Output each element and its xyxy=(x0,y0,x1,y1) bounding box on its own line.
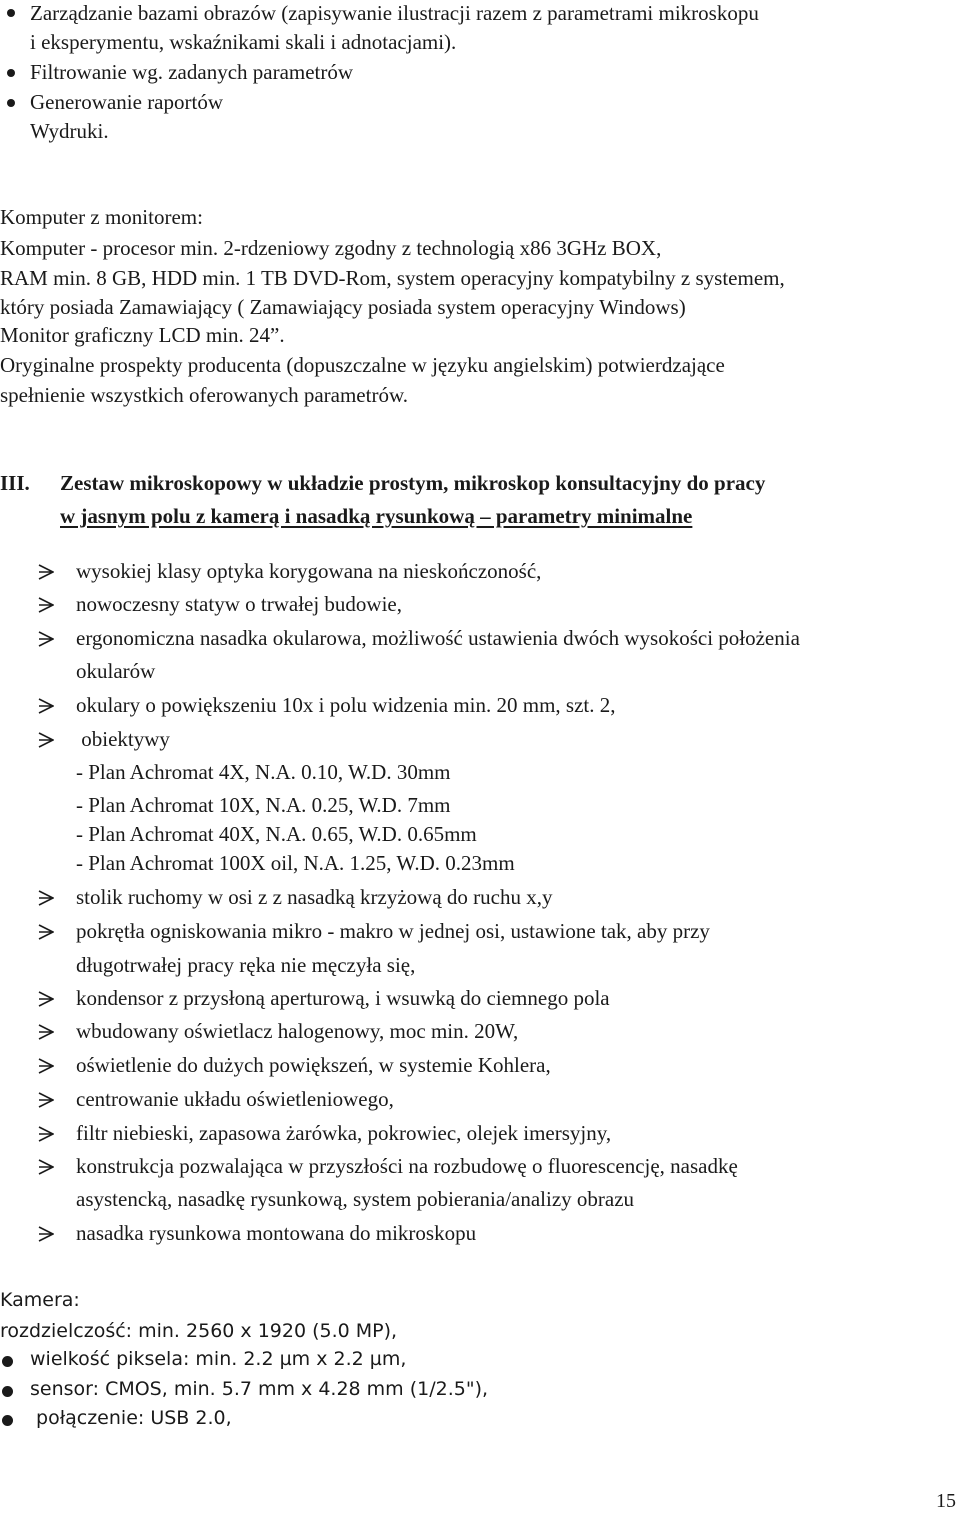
camera-heading: Kamera: xyxy=(0,1289,80,1311)
top-list-item: Zarządzanie bazami obrazów (zapisywanie ilustracji razem z parametrami mikroskopu xyxy=(30,1,759,25)
spec-item: wbudowany oświetlacz halogenowy, moc min. 20W, xyxy=(76,1019,519,1043)
spec-item: nasadka rysunkowa montowana do mikroskopu xyxy=(76,1221,477,1245)
section-title: Zestaw mikroskopowy w układzie prostym, mikroskop konsultacyjny do pracy xyxy=(60,471,766,495)
arrowhead-bullet-icon xyxy=(38,1024,54,1040)
computer-line: RAM min. 8 GB, HDD min. 1 TB DVD-Rom, system operacyjny kompatybilny z systemem, xyxy=(0,266,785,290)
arrowhead-bullet-icon xyxy=(38,698,54,714)
spec-item-continuation: asystencką, nasadkę rysunkową, system pobierania/analizy obrazu xyxy=(76,1187,635,1211)
arrowhead-bullet-icon xyxy=(38,1226,54,1242)
spec-item: stolik ruchomy w osi z z nasadką krzyżową do ruchu x,y xyxy=(76,885,553,909)
camera-item: sensor: CMOS, min. 5.7 mm x 4.28 mm (1/2.5"), xyxy=(30,1378,489,1400)
spec-item: konstrukcja pozwalająca w przyszłości na rozbudowę o fluorescencję, nasadkę xyxy=(76,1154,738,1178)
arrowhead-bullet-icon xyxy=(38,1092,54,1108)
round-bullet-icon xyxy=(7,9,15,17)
spec-item: pokrętła ogniskowania mikro - makro w jednej osi, ustawione tak, aby przy xyxy=(76,919,710,943)
top-list-item: Filtrowanie wg. zadanych parametrów xyxy=(30,60,354,84)
arrowhead-bullet-icon xyxy=(38,597,54,613)
round-bullet-icon xyxy=(2,1386,13,1397)
spec-item: wysokiej klasy optyka korygowana na nieskończoność, xyxy=(76,559,542,583)
camera-item: połączenie: USB 2.0, xyxy=(30,1407,232,1429)
computer-heading: Komputer z monitorem: xyxy=(0,205,203,229)
spec-item: kondensor z przysłoną aperturową, i wsuwką do ciemnego pola xyxy=(76,986,610,1010)
top-list-item: Wydruki. xyxy=(30,119,109,143)
spec-item: obiektywy xyxy=(76,727,170,751)
objective-line: - Plan Achromat 40X, N.A. 0.65, W.D. 0.65mm xyxy=(76,822,477,846)
camera-resolution: rozdzielczość: min. 2560 x 1920 (5.0 MP), xyxy=(0,1320,398,1342)
objective-line: - Plan Achromat 10X, N.A. 0.25, W.D. 7mm xyxy=(76,793,451,817)
computer-line: spełnienie wszystkich oferowanych parametrów. xyxy=(0,383,408,407)
computer-line: który posiada Zamawiający ( Zamawiający posiada system operacyjny Windows) xyxy=(0,295,686,319)
section-number: III. xyxy=(0,471,30,495)
round-bullet-icon xyxy=(2,1356,13,1367)
top-list-item-continuation: i eksperymentu, wskaźnikami skali i adnotacjami). xyxy=(30,30,457,54)
spec-item: ergonomiczna nasadka okularowa, możliwość ustawienia dwóch wysokości położenia xyxy=(76,626,800,650)
arrowhead-bullet-icon xyxy=(38,924,54,940)
round-bullet-icon xyxy=(2,1415,13,1426)
computer-line: Oryginalne prospekty producenta (dopuszczalne w języku angielskim) potwierdzające xyxy=(0,353,725,377)
page-number: 15 xyxy=(936,1490,956,1512)
objective-line: - Plan Achromat 4X, N.A. 0.10, W.D. 30mm xyxy=(76,760,451,784)
arrowhead-bullet-icon xyxy=(38,1058,54,1074)
arrowhead-bullet-icon xyxy=(38,1159,54,1175)
arrowhead-bullet-icon xyxy=(38,890,54,906)
arrowhead-bullet-icon xyxy=(38,991,54,1007)
spec-item: nowoczesny statyw o trwałej budowie, xyxy=(76,592,403,616)
arrowhead-bullet-icon xyxy=(38,732,54,748)
spec-item: centrowanie układu oświetleniowego, xyxy=(76,1087,394,1111)
objective-line: - Plan Achromat 100X oil, N.A. 1.25, W.D. 0.23mm xyxy=(76,851,515,875)
spec-item: oświetlenie do dużych powiększeń, w systemie Kohlera, xyxy=(76,1053,551,1077)
computer-line: Monitor graficzny LCD min. 24”. xyxy=(0,323,285,347)
arrowhead-bullet-icon xyxy=(38,631,54,647)
top-list-item: Generowanie raportów xyxy=(30,90,223,114)
arrowhead-bullet-icon xyxy=(38,564,54,580)
spec-item: okulary o powiększeniu 10x i polu widzenia min. 20 mm, szt. 2, xyxy=(76,693,616,717)
round-bullet-icon xyxy=(7,69,15,77)
spec-item: filtr niebieski, zapasowa żarówka, pokrowiec, olejek imersyjny, xyxy=(76,1121,612,1145)
camera-item: wielkość piksela: min. 2.2 µm x 2.2 µm, xyxy=(30,1348,407,1370)
section-title-continuation: w jasnym polu z kamerą i nasadką rysunkową – parametry minimalne xyxy=(60,504,693,528)
spec-item-continuation: okularów xyxy=(76,659,156,683)
spec-item-continuation: długotrwałej pracy ręka nie męczyła się, xyxy=(76,953,416,977)
round-bullet-icon xyxy=(7,99,15,107)
arrowhead-bullet-icon xyxy=(38,1126,54,1142)
computer-line: Komputer - procesor min. 2-rdzeniowy zgodny z technologią x86 3GHz BOX, xyxy=(0,236,662,260)
